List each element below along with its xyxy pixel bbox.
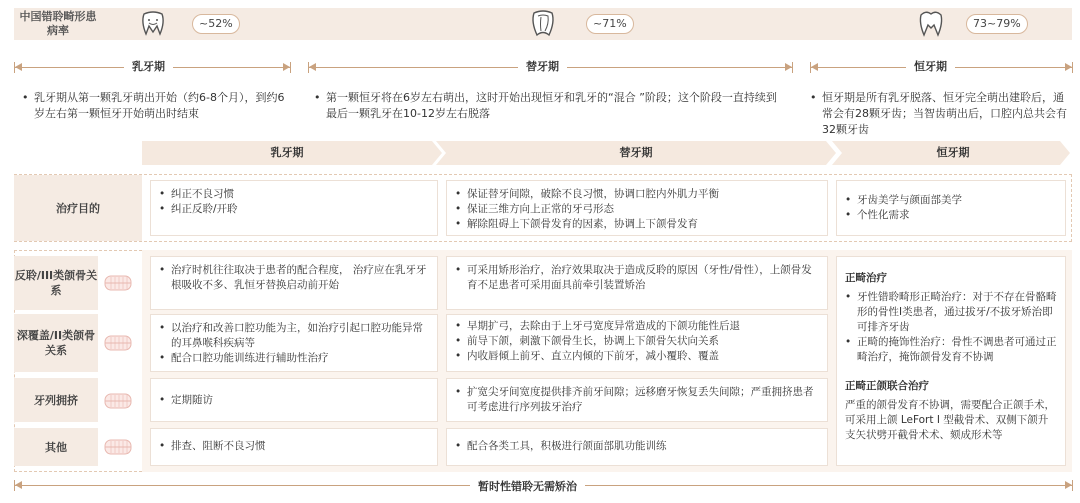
surgery-text: 严重的颌骨发育不协调，需要配合正颌手术，可采用上颌 LeFort I 型截骨术、双侧下颌升支矢状劈开截骨术术、颏成形术等 xyxy=(845,399,1055,441)
list-item: • 牙齿美学与颜面部美学 xyxy=(857,193,1057,208)
prevalence-permanent: 73~79% xyxy=(966,14,1028,34)
span-arrow xyxy=(15,63,22,71)
surgery-heading: 正畸正颌联合治疗 xyxy=(845,380,929,392)
list-item: • 可采用矫形治疗，治疗效果取决于造成反聆的原因（牙性/骨性），上颌骨发育不足患者可采用面具前牵引装置矫治 xyxy=(467,263,819,293)
row-label-anterior: 反聆/III类颌骨关系 xyxy=(14,256,98,310)
deep-mixed-cell xyxy=(446,314,828,372)
prevalence-arrow xyxy=(1060,8,1072,40)
prevalence-label: 中国错聆畸形患病率 xyxy=(19,10,97,37)
mixed-description: • 第一颗恒牙将在6岁左右萌出，这时开始出现恒牙和乳牙的“混合 ”阶段；这个阶段一直持续到最后一颗乳牙在10-12岁左右脱落 xyxy=(314,91,777,120)
goal-primary-cell xyxy=(150,180,438,236)
list-item: • 解除阻碍上下颌骨发育的因素，协调上下颌骨发育 xyxy=(467,217,819,232)
primary-tooth-icon xyxy=(138,8,168,38)
teeth-icon xyxy=(104,334,132,352)
row-label-deep: 深覆盖/II类颌骨关系 xyxy=(14,314,98,372)
list-item: • 正畸的掩饰性治疗：骨性不调患者可通过正畸治疗，掩饰颌骨发育不协调 xyxy=(857,335,1057,365)
teeth-icon xyxy=(104,274,132,292)
list-item: • 扩宽尖牙间宽度提供排齐前牙间隙；远移磨牙恢复丢失间隙；严重拥挤患者可考虑进行序列拔牙治疗 xyxy=(467,385,819,415)
list-item: • 保证替牙间隙，破除不良习惯，协调口腔内外肌力平衡 xyxy=(467,187,819,202)
list-item: • 治疗时机往往取决于患者的配合程度， 治疗应在乳牙牙根吸收不多、乳恒牙替换启动前开始 xyxy=(171,263,429,293)
crowding-mixed-cell xyxy=(446,378,828,422)
chevron-primary: 乳牙期 xyxy=(270,146,304,159)
span-arrow xyxy=(811,63,818,71)
list-item: • 以治疗和改善口腔功能为主，如治疗引起口腔功能异常的耳鼻喉科疾病等 xyxy=(171,321,429,351)
list-item: • 纠正不良习惯 xyxy=(171,187,429,202)
mixed-span-label: 替牙期 xyxy=(518,58,567,74)
other-primary-cell xyxy=(150,428,438,466)
span-cap xyxy=(290,62,291,73)
prevalence-primary: ~52% xyxy=(192,14,240,34)
permanent-span-label: 恒牙期 xyxy=(906,58,955,74)
anterior-mixed-cell xyxy=(446,256,828,310)
list-item: • 早期扩弓，去除由于上牙弓宽度异常造成的下颌功能性后退 xyxy=(467,319,819,334)
span-arrow xyxy=(1065,63,1072,71)
span-cap xyxy=(14,480,15,491)
span-cap xyxy=(1072,62,1073,73)
teeth-icon xyxy=(104,392,132,410)
chevron-mixed: 替牙期 xyxy=(619,146,653,159)
row-label-crowding: 牙列拥挤 xyxy=(14,378,98,422)
list-item: • 纠正反聆/开聆 xyxy=(171,202,429,217)
list-item: • 配合口腔功能训练进行辅助性治疗 xyxy=(171,351,429,366)
permanent-description: • 恒牙期是所有乳牙脱落、恒牙完全萌出建聆后，通常会有28颗牙齿；当智齿萌出后，口腔内总共会有32颗牙齿 xyxy=(810,91,1067,136)
list-item: • 个性化需求 xyxy=(857,208,1057,223)
anterior-primary-cell xyxy=(150,256,438,310)
orthodontic-heading: 正畸治疗 xyxy=(845,272,887,284)
row-label-goal: 治疗目的 xyxy=(14,175,142,241)
span-cap xyxy=(1072,480,1073,491)
list-item: • 前导下颌，刺激下颌骨生长，协调上下颌骨矢状向关系 xyxy=(467,334,819,349)
row-label-other: 其他 xyxy=(14,428,98,466)
mixed-tooth-icon xyxy=(528,8,558,38)
permanent-tooth-icon xyxy=(916,8,946,38)
span-arrow xyxy=(15,481,22,489)
span-arrow xyxy=(309,63,316,71)
span-arrow xyxy=(785,63,792,71)
span-cap xyxy=(792,62,793,73)
list-item: • 内收唇倾上前牙、直立内倾的下前牙，减小覆聆、覆盖 xyxy=(467,349,819,364)
list-item: • 牙性错聆畸形正畸治疗：对于不存在骨骼畸形的骨性I类患者，通过拔牙/不拔牙矫治即可排齐牙齿 xyxy=(857,290,1057,335)
list-item: • 定期随访 xyxy=(171,393,429,408)
other-mixed-cell xyxy=(446,428,828,466)
span-arrow xyxy=(283,63,290,71)
permanent-treatment-cell xyxy=(836,256,1066,466)
list-item: • 排查、阻断不良习惯 xyxy=(171,439,429,454)
prevalence-mixed: ~71% xyxy=(586,14,634,34)
crowding-primary-cell xyxy=(150,378,438,422)
span-arrow xyxy=(1065,481,1072,489)
bottom-label: 暂时性错聆无需矫治 xyxy=(470,478,585,494)
goal-permanent-cell xyxy=(836,180,1066,236)
chevron-permanent: 恒牙期 xyxy=(936,146,970,159)
primary-span-label: 乳牙期 xyxy=(124,58,173,74)
list-item: • 保证三维方向上正常的牙弓形态 xyxy=(467,202,819,217)
teeth-icon xyxy=(104,438,132,456)
deep-primary-cell xyxy=(150,314,438,372)
list-item: • 配合各类工具，积极进行颌面部肌功能训练 xyxy=(467,439,819,454)
goal-mixed-cell xyxy=(446,180,828,236)
primary-description: • 乳牙期从第一颗乳牙萌出开始（约6-8个月），到约6岁左右第一颗恒牙开始萌出时结束 xyxy=(22,91,285,120)
